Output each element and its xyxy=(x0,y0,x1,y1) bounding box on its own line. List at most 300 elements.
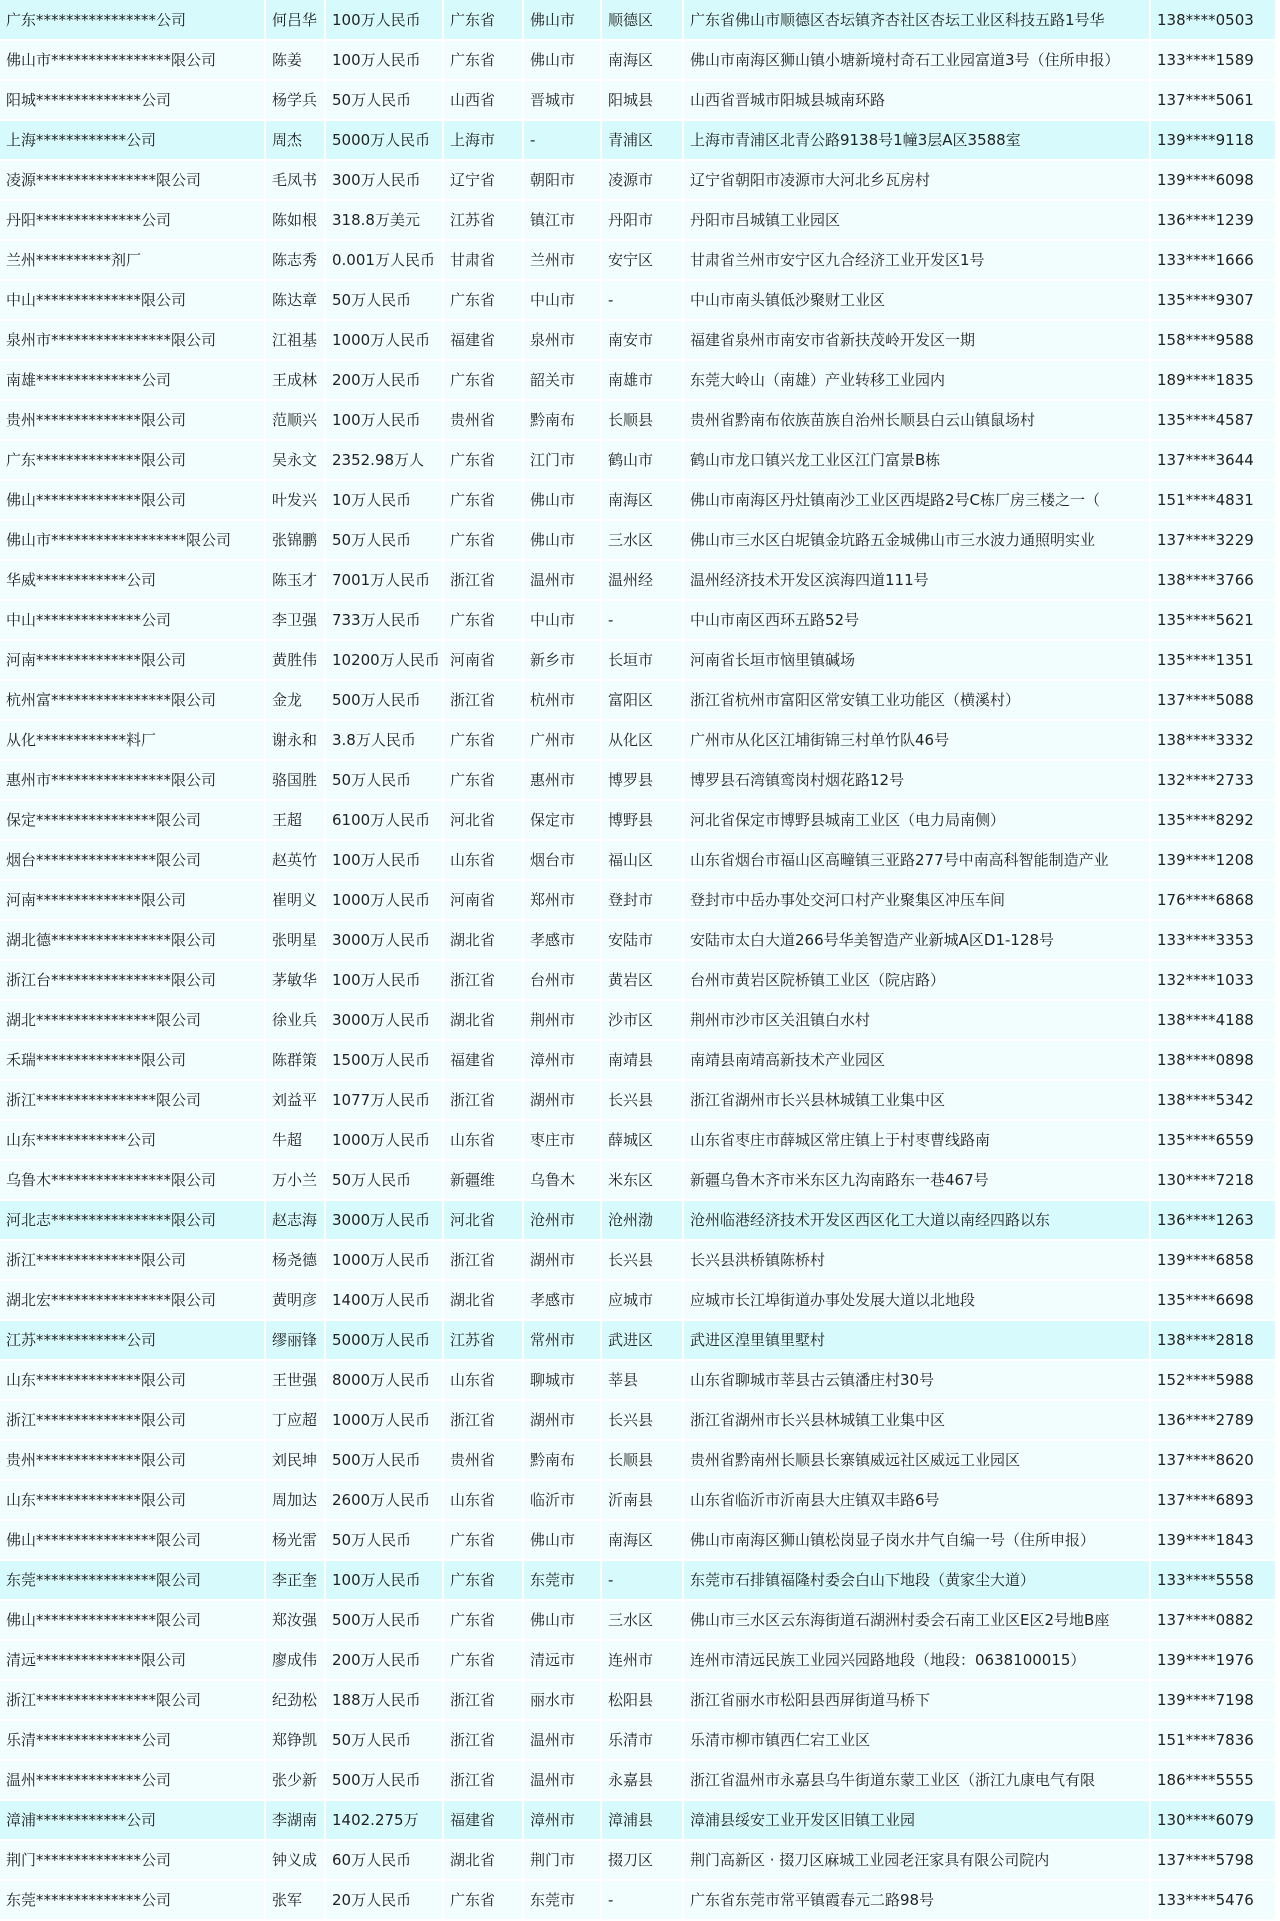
contact-name-cell: 金龙 xyxy=(265,680,325,720)
company-name-cell: 江苏************公司 xyxy=(0,1320,265,1360)
contact-name-cell: 张锦鹏 xyxy=(265,520,325,560)
city-cell: 湖州市 xyxy=(523,1400,601,1440)
capital-cell: 1000万人民币 xyxy=(325,1240,443,1280)
province-cell: 广东省 xyxy=(443,1600,523,1640)
contact-name-cell: 吴永文 xyxy=(265,440,325,480)
company-name-cell: 乌鲁木****************限公司 xyxy=(0,1160,265,1200)
table-row xyxy=(0,1680,1276,1720)
company-name-cell: 阳城**************公司 xyxy=(0,80,265,120)
contact-name-cell: 赵英竹 xyxy=(265,840,325,880)
address-cell: 东莞市石排镇福隆村委会白山下地段（黄家尘大道） xyxy=(683,1560,1150,1600)
table-row xyxy=(0,1560,1276,1600)
capital-cell: 200万人民币 xyxy=(325,1640,443,1680)
city-cell: 枣庄市 xyxy=(523,1120,601,1160)
contact-name-cell: 江祖基 xyxy=(265,320,325,360)
contact-name-cell: 陈如根 xyxy=(265,200,325,240)
city-cell: 新乡市 xyxy=(523,640,601,680)
phone-cell: 138****2818 xyxy=(1150,1320,1276,1360)
company-name-cell: 杭州富****************限公司 xyxy=(0,680,265,720)
city-cell: 清远市 xyxy=(523,1640,601,1680)
district-cell: 凌源市 xyxy=(601,160,683,200)
contact-name-cell: 崔明义 xyxy=(265,880,325,920)
province-cell: 广东省 xyxy=(443,1560,523,1600)
capital-cell: 100万人民币 xyxy=(325,960,443,1000)
address-cell: 丹阳市吕城镇工业园区 xyxy=(683,200,1150,240)
contact-name-cell: 刘民坤 xyxy=(265,1440,325,1480)
capital-cell: 100万人民币 xyxy=(325,1560,443,1600)
phone-cell: 130****6079 xyxy=(1150,1800,1276,1840)
province-cell: 浙江省 xyxy=(443,1680,523,1720)
capital-cell: 100万人民币 xyxy=(325,0,443,40)
district-cell: 乐清市 xyxy=(601,1720,683,1760)
phone-cell: 135****8292 xyxy=(1150,800,1276,840)
contact-name-cell: 张军 xyxy=(265,1880,325,1920)
address-cell: 浙江省湖州市长兴县林城镇工业集中区 xyxy=(683,1080,1150,1120)
contact-name-cell: 牛超 xyxy=(265,1120,325,1160)
table-row xyxy=(0,1800,1276,1840)
province-cell: 贵州省 xyxy=(443,400,523,440)
province-cell: 福建省 xyxy=(443,320,523,360)
capital-cell: 6100万人民币 xyxy=(325,800,443,840)
district-cell: 长兴县 xyxy=(601,1240,683,1280)
table-row xyxy=(0,640,1276,680)
address-cell: 荆州市沙市区关沮镇白水村 xyxy=(683,1000,1150,1040)
contact-name-cell: 廖成伟 xyxy=(265,1640,325,1680)
company-name-cell: 浙江台****************限公司 xyxy=(0,960,265,1000)
table-row xyxy=(0,840,1276,880)
district-cell: 顺德区 xyxy=(601,0,683,40)
contact-name-cell: 纪劲松 xyxy=(265,1680,325,1720)
address-cell: 浙江省湖州市长兴县林城镇工业集中区 xyxy=(683,1400,1150,1440)
city-cell: 荆门市 xyxy=(523,1840,601,1880)
capital-cell: 50万人民币 xyxy=(325,520,443,560)
capital-cell: 3000万人民币 xyxy=(325,1000,443,1040)
contact-name-cell: 黄胜伟 xyxy=(265,640,325,680)
address-cell: 浙江省温州市永嘉县乌牛街道东蒙工业区（浙江九康电气有限 xyxy=(683,1760,1150,1800)
table-row xyxy=(0,360,1276,400)
table-row xyxy=(0,40,1276,80)
company-name-cell: 广东****************公司 xyxy=(0,0,265,40)
phone-cell: 186****5555 xyxy=(1150,1760,1276,1800)
province-cell: 上海市 xyxy=(443,120,523,160)
district-cell: 武进区 xyxy=(601,1320,683,1360)
contact-name-cell: 陈玉才 xyxy=(265,560,325,600)
phone-cell: 138****0503 xyxy=(1150,0,1276,40)
province-cell: 浙江省 xyxy=(443,1760,523,1800)
phone-cell: 133****3353 xyxy=(1150,920,1276,960)
province-cell: 河南省 xyxy=(443,880,523,920)
contact-name-cell: 茅敏华 xyxy=(265,960,325,1000)
capital-cell: 3000万人民币 xyxy=(325,920,443,960)
company-name-cell: 清远**************限公司 xyxy=(0,1640,265,1680)
phone-cell: 133****5476 xyxy=(1150,1880,1276,1920)
city-cell: 中山市 xyxy=(523,600,601,640)
city-cell: 佛山市 xyxy=(523,480,601,520)
province-cell: 广东省 xyxy=(443,520,523,560)
city-cell: 佛山市 xyxy=(523,1600,601,1640)
capital-cell: 1402.275万 xyxy=(325,1800,443,1840)
address-cell: 新疆乌鲁木齐市米东区九沟南路东一巷467号 xyxy=(683,1160,1150,1200)
capital-cell: 1400万人民币 xyxy=(325,1280,443,1320)
province-cell: 广东省 xyxy=(443,40,523,80)
district-cell: 松阳县 xyxy=(601,1680,683,1720)
district-cell: 漳浦县 xyxy=(601,1800,683,1840)
address-cell: 广东省佛山市顺德区杏坛镇齐杏社区杏坛工业区科技五路1号华 xyxy=(683,0,1150,40)
capital-cell: 10200万人民币 xyxy=(325,640,443,680)
address-cell: 河北省保定市博野县城南工业区（电力局南侧） xyxy=(683,800,1150,840)
capital-cell: 500万人民币 xyxy=(325,1600,443,1640)
district-cell: 南雄市 xyxy=(601,360,683,400)
district-cell: 沙市区 xyxy=(601,1000,683,1040)
capital-cell: 5000万人民币 xyxy=(325,1320,443,1360)
city-cell: 烟台市 xyxy=(523,840,601,880)
province-cell: 浙江省 xyxy=(443,680,523,720)
phone-cell: 139****9118 xyxy=(1150,120,1276,160)
district-cell: 博罗县 xyxy=(601,760,683,800)
capital-cell: 50万人民币 xyxy=(325,1720,443,1760)
capital-cell: 500万人民币 xyxy=(325,680,443,720)
contact-name-cell: 范顺兴 xyxy=(265,400,325,440)
table-row xyxy=(0,560,1276,600)
city-cell: 湖州市 xyxy=(523,1240,601,1280)
phone-cell: 137****0882 xyxy=(1150,1600,1276,1640)
table-row xyxy=(0,960,1276,1000)
company-name-cell: 兰州**********剂厂 xyxy=(0,240,265,280)
company-name-cell: 山东**************限公司 xyxy=(0,1480,265,1520)
city-cell: 保定市 xyxy=(523,800,601,840)
address-cell: 山东省烟台市福山区高疃镇三亚路277号中南高科智能制造产业 xyxy=(683,840,1150,880)
address-cell: 广东省东莞市常平镇霞春元二路98号 xyxy=(683,1880,1150,1920)
address-cell: 东莞大岭山（南雄）产业转移工业园内 xyxy=(683,360,1150,400)
address-cell: 山东省枣庄市薛城区常庄镇上于村枣曹线路南 xyxy=(683,1120,1150,1160)
contact-name-cell: 王世强 xyxy=(265,1360,325,1400)
contact-name-cell: 毛凤书 xyxy=(265,160,325,200)
capital-cell: 2352.98万人 xyxy=(325,440,443,480)
table-row xyxy=(0,920,1276,960)
district-cell: 薛城区 xyxy=(601,1120,683,1160)
city-cell: 佛山市 xyxy=(523,40,601,80)
contact-name-cell: 李卫强 xyxy=(265,600,325,640)
city-cell: - xyxy=(523,120,601,160)
capital-cell: 3000万人民币 xyxy=(325,1200,443,1240)
city-cell: 江门市 xyxy=(523,440,601,480)
capital-cell: 8000万人民币 xyxy=(325,1360,443,1400)
table-row xyxy=(0,1120,1276,1160)
province-cell: 山西省 xyxy=(443,80,523,120)
city-cell: 漳州市 xyxy=(523,1040,601,1080)
province-cell: 广东省 xyxy=(443,760,523,800)
table-row xyxy=(0,400,1276,440)
table-row xyxy=(0,1240,1276,1280)
capital-cell: 50万人民币 xyxy=(325,280,443,320)
capital-cell: 7001万人民币 xyxy=(325,560,443,600)
district-cell: 青浦区 xyxy=(601,120,683,160)
province-cell: 山东省 xyxy=(443,1480,523,1520)
company-name-cell: 乐清**************公司 xyxy=(0,1720,265,1760)
city-cell: 丽水市 xyxy=(523,1680,601,1720)
address-cell: 安陆市太白大道266号华美智造产业新城A区D1-128号 xyxy=(683,920,1150,960)
phone-cell: 132****1033 xyxy=(1150,960,1276,1000)
city-cell: 惠州市 xyxy=(523,760,601,800)
capital-cell: 500万人民币 xyxy=(325,1440,443,1480)
province-cell: 广东省 xyxy=(443,480,523,520)
district-cell: 三水区 xyxy=(601,520,683,560)
district-cell: - xyxy=(601,1560,683,1600)
capital-cell: 50万人民币 xyxy=(325,1520,443,1560)
city-cell: 东莞市 xyxy=(523,1560,601,1600)
capital-cell: 200万人民币 xyxy=(325,360,443,400)
phone-cell: 135****6698 xyxy=(1150,1280,1276,1320)
company-name-cell: 华威************公司 xyxy=(0,560,265,600)
city-cell: 漳州市 xyxy=(523,1800,601,1840)
phone-cell: 137****5088 xyxy=(1150,680,1276,720)
table-row xyxy=(0,880,1276,920)
district-cell: 三水区 xyxy=(601,1600,683,1640)
table-row xyxy=(0,440,1276,480)
province-cell: 福建省 xyxy=(443,1040,523,1080)
company-name-cell: 泉州市****************限公司 xyxy=(0,320,265,360)
capital-cell: 50万人民币 xyxy=(325,760,443,800)
province-cell: 湖北省 xyxy=(443,920,523,960)
phone-cell: 135****4587 xyxy=(1150,400,1276,440)
capital-cell: 3.8万人民币 xyxy=(325,720,443,760)
city-cell: 黔南布 xyxy=(523,1440,601,1480)
province-cell: 广东省 xyxy=(443,280,523,320)
city-cell: 乌鲁木 xyxy=(523,1160,601,1200)
phone-cell: 138****0898 xyxy=(1150,1040,1276,1080)
table-row xyxy=(0,1080,1276,1120)
table-row xyxy=(0,320,1276,360)
table-row xyxy=(0,1440,1276,1480)
company-name-cell: 从化************料厂 xyxy=(0,720,265,760)
company-name-cell: 湖北宏****************限公司 xyxy=(0,1280,265,1320)
phone-cell: 189****1835 xyxy=(1150,360,1276,400)
province-cell: 辽宁省 xyxy=(443,160,523,200)
city-cell: 东莞市 xyxy=(523,1880,601,1920)
phone-cell: 137****3644 xyxy=(1150,440,1276,480)
table-row xyxy=(0,600,1276,640)
address-cell: 佛山市南海区丹灶镇南沙工业区西堤路2号C栋厂房三楼之一（ xyxy=(683,480,1150,520)
city-cell: 韶关市 xyxy=(523,360,601,400)
phone-cell: 136****1239 xyxy=(1150,200,1276,240)
company-name-cell: 荆门**************公司 xyxy=(0,1840,265,1880)
company-name-cell: 浙江****************限公司 xyxy=(0,1080,265,1120)
city-cell: 孝感市 xyxy=(523,1280,601,1320)
table-row xyxy=(0,1760,1276,1800)
city-cell: 佛山市 xyxy=(523,520,601,560)
address-cell: 佛山市三水区云东海街道石湖洲村委会石南工业区E区2号地B座 xyxy=(683,1600,1150,1640)
city-cell: 沧州市 xyxy=(523,1200,601,1240)
address-cell: 中山市南区西环五路52号 xyxy=(683,600,1150,640)
table-row xyxy=(0,80,1276,120)
address-cell: 广州市从化区江埔街锦三村单竹队46号 xyxy=(683,720,1150,760)
company-name-cell: 河北志****************限公司 xyxy=(0,1200,265,1240)
province-cell: 河南省 xyxy=(443,640,523,680)
table-row xyxy=(0,1360,1276,1400)
contact-name-cell: 杨光雷 xyxy=(265,1520,325,1560)
district-cell: 南安市 xyxy=(601,320,683,360)
address-cell: 上海市青浦区北青公路9138号1幢3层A区3588室 xyxy=(683,120,1150,160)
address-cell: 博罗县石湾镇鸾岗村烟花路12号 xyxy=(683,760,1150,800)
phone-cell: 135****6559 xyxy=(1150,1120,1276,1160)
table-row xyxy=(0,1640,1276,1680)
capital-cell: 1000万人民币 xyxy=(325,1400,443,1440)
table-row xyxy=(0,1720,1276,1760)
city-cell: 朝阳市 xyxy=(523,160,601,200)
capital-cell: 733万人民币 xyxy=(325,600,443,640)
phone-cell: 137****5798 xyxy=(1150,1840,1276,1880)
company-name-cell: 东莞**************公司 xyxy=(0,1880,265,1920)
address-cell: 辽宁省朝阳市凌源市大河北乡瓦房村 xyxy=(683,160,1150,200)
phone-cell: 137****8620 xyxy=(1150,1440,1276,1480)
company-name-cell: 南雄**************公司 xyxy=(0,360,265,400)
district-cell: - xyxy=(601,280,683,320)
province-cell: 浙江省 xyxy=(443,1400,523,1440)
contact-name-cell: 张少新 xyxy=(265,1760,325,1800)
city-cell: 临沂市 xyxy=(523,1480,601,1520)
table-row xyxy=(0,760,1276,800)
company-name-cell: 佛山市******************限公司 xyxy=(0,520,265,560)
address-cell: 温州经济技术开发区滨海四道111号 xyxy=(683,560,1150,600)
district-cell: 米东区 xyxy=(601,1160,683,1200)
capital-cell: 1077万人民币 xyxy=(325,1080,443,1120)
district-cell: 福山区 xyxy=(601,840,683,880)
address-cell: 佛山市南海区狮山镇小塘新境村奇石工业园富道3号（住所申报） xyxy=(683,40,1150,80)
district-cell: 莘县 xyxy=(601,1360,683,1400)
table-row xyxy=(0,1600,1276,1640)
capital-cell: 1000万人民币 xyxy=(325,320,443,360)
city-cell: 温州市 xyxy=(523,560,601,600)
company-name-cell: 佛山****************限公司 xyxy=(0,1600,265,1640)
address-cell: 佛山市南海区狮山镇松岗显子岗水井气自编一号（住所申报） xyxy=(683,1520,1150,1560)
district-cell: 黄岩区 xyxy=(601,960,683,1000)
phone-cell: 152****5988 xyxy=(1150,1360,1276,1400)
capital-cell: 10万人民币 xyxy=(325,480,443,520)
contact-name-cell: 杨尧德 xyxy=(265,1240,325,1280)
phone-cell: 138****3332 xyxy=(1150,720,1276,760)
address-cell: 沧州临港经济技术开发区西区化工大道以南经四路以东 xyxy=(683,1200,1150,1240)
phone-cell: 135****9307 xyxy=(1150,280,1276,320)
company-name-cell: 山东**************限公司 xyxy=(0,1360,265,1400)
company-name-cell: 漳浦************公司 xyxy=(0,1800,265,1840)
address-cell: 浙江省丽水市松阳县西屏街道马桥下 xyxy=(683,1680,1150,1720)
address-cell: 甘肃省兰州市安宁区九合经济工业开发区1号 xyxy=(683,240,1150,280)
district-cell: 丹阳市 xyxy=(601,200,683,240)
address-cell: 南靖县南靖高新技术产业园区 xyxy=(683,1040,1150,1080)
company-name-cell: 禾瑞**************限公司 xyxy=(0,1040,265,1080)
city-cell: 泉州市 xyxy=(523,320,601,360)
address-cell: 山东省临沂市沂南县大庄镇双丰路6号 xyxy=(683,1480,1150,1520)
province-cell: 浙江省 xyxy=(443,1080,523,1120)
phone-cell: 130****7218 xyxy=(1150,1160,1276,1200)
contact-name-cell: 徐业兵 xyxy=(265,1000,325,1040)
contact-name-cell: 叶发兴 xyxy=(265,480,325,520)
district-cell: 温州经 xyxy=(601,560,683,600)
province-cell: 广东省 xyxy=(443,1520,523,1560)
capital-cell: 500万人民币 xyxy=(325,1760,443,1800)
city-cell: 郑州市 xyxy=(523,880,601,920)
company-name-cell: 中山**************公司 xyxy=(0,600,265,640)
address-cell: 贵州省黔南州长顺县长寨镇威远社区威远工业园区 xyxy=(683,1440,1150,1480)
district-cell: 沂南县 xyxy=(601,1480,683,1520)
capital-cell: 100万人民币 xyxy=(325,40,443,80)
province-cell: 浙江省 xyxy=(443,1720,523,1760)
contact-name-cell: 郑铮凯 xyxy=(265,1720,325,1760)
address-cell: 台州市黄岩区院桥镇工业区（院店路） xyxy=(683,960,1150,1000)
address-cell: 连州市清远民族工业园兴园路地段（地段：0638100015） xyxy=(683,1640,1150,1680)
phone-cell: 132****2733 xyxy=(1150,760,1276,800)
province-cell: 湖北省 xyxy=(443,1840,523,1880)
province-cell: 湖北省 xyxy=(443,1280,523,1320)
table-row xyxy=(0,720,1276,760)
table-row xyxy=(0,480,1276,520)
phone-cell: 137****5061 xyxy=(1150,80,1276,120)
phone-cell: 135****1351 xyxy=(1150,640,1276,680)
contact-name-cell: 周杰 xyxy=(265,120,325,160)
city-cell: 佛山市 xyxy=(523,1520,601,1560)
company-name-cell: 凌源****************限公司 xyxy=(0,160,265,200)
phone-cell: 136****2789 xyxy=(1150,1400,1276,1440)
province-cell: 湖北省 xyxy=(443,1000,523,1040)
address-cell: 福建省泉州市南安市省新扶茂岭开发区一期 xyxy=(683,320,1150,360)
address-cell: 河南省长垣市恼里镇碱场 xyxy=(683,640,1150,680)
district-cell: 长兴县 xyxy=(601,1080,683,1120)
province-cell: 贵州省 xyxy=(443,1440,523,1480)
capital-cell: 188万人民币 xyxy=(325,1680,443,1720)
city-cell: 孝感市 xyxy=(523,920,601,960)
district-cell: 连州市 xyxy=(601,1640,683,1680)
contact-name-cell: 何吕华 xyxy=(265,0,325,40)
district-cell: 从化区 xyxy=(601,720,683,760)
province-cell: 新疆维 xyxy=(443,1160,523,1200)
contact-name-cell: 缪丽锋 xyxy=(265,1320,325,1360)
capital-cell: 50万人民币 xyxy=(325,80,443,120)
company-name-cell: 东莞****************限公司 xyxy=(0,1560,265,1600)
phone-cell: 139****6858 xyxy=(1150,1240,1276,1280)
province-cell: 广东省 xyxy=(443,720,523,760)
table-row xyxy=(0,160,1276,200)
district-cell: 南靖县 xyxy=(601,1040,683,1080)
province-cell: 山东省 xyxy=(443,1360,523,1400)
table-row xyxy=(0,240,1276,280)
company-name-cell: 保定****************限公司 xyxy=(0,800,265,840)
city-cell: 常州市 xyxy=(523,1320,601,1360)
contact-name-cell: 王超 xyxy=(265,800,325,840)
capital-cell: 100万人民币 xyxy=(325,840,443,880)
district-cell: 永嘉县 xyxy=(601,1760,683,1800)
phone-cell: 138****3766 xyxy=(1150,560,1276,600)
district-cell: 长顺县 xyxy=(601,1440,683,1480)
city-cell: 温州市 xyxy=(523,1760,601,1800)
address-cell: 贵州省黔南布依族苗族自治州长顺县白云山镇鼠场村 xyxy=(683,400,1150,440)
company-name-cell: 河南**************限公司 xyxy=(0,640,265,680)
district-cell: 博野县 xyxy=(601,800,683,840)
table-row xyxy=(0,800,1276,840)
province-cell: 浙江省 xyxy=(443,960,523,1000)
table-row xyxy=(0,1840,1276,1880)
district-cell: - xyxy=(601,600,683,640)
company-name-cell: 丹阳**************公司 xyxy=(0,200,265,240)
address-cell: 中山市南头镇低沙聚财工业区 xyxy=(683,280,1150,320)
city-cell: 晋城市 xyxy=(523,80,601,120)
company-name-cell: 温州**************公司 xyxy=(0,1760,265,1800)
phone-cell: 136****1263 xyxy=(1150,1200,1276,1240)
company-name-cell: 佛山市****************限公司 xyxy=(0,40,265,80)
city-cell: 聊城市 xyxy=(523,1360,601,1400)
phone-cell: 135****5621 xyxy=(1150,600,1276,640)
province-cell: 甘肃省 xyxy=(443,240,523,280)
phone-cell: 151****4831 xyxy=(1150,480,1276,520)
